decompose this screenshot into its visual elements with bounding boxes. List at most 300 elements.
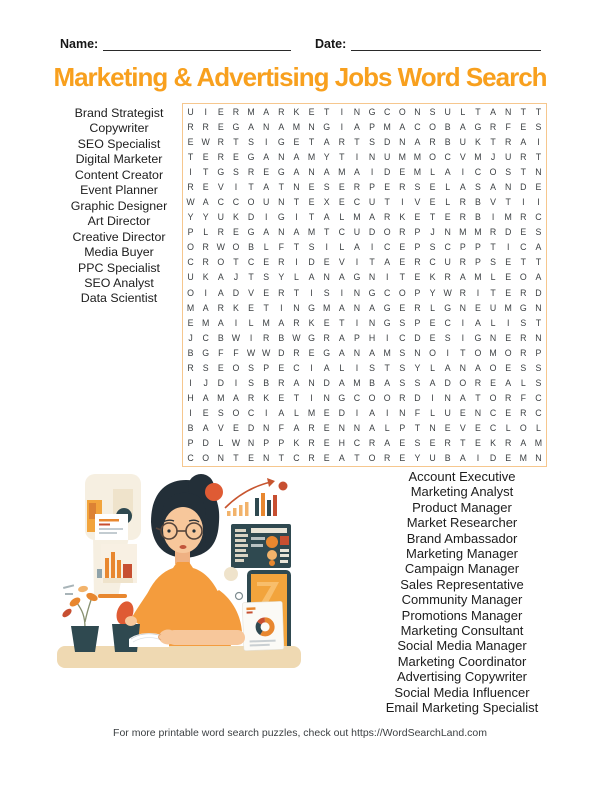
grid-letter: A [459,272,466,283]
grid-letter: N [338,423,345,434]
grid-letter: A [263,106,270,117]
grid-letter: E [202,408,209,419]
word-list-item: Digital Marketer [75,152,163,167]
grid-letter: D [414,332,421,343]
grid-letter: T [263,302,269,313]
grid-letter: I [234,317,238,328]
grid-letter: B [217,332,224,343]
grid-letter: R [247,166,255,177]
grid-letter: R [505,438,512,449]
grid-letter: L [218,438,224,449]
grid-letter: I [537,197,540,208]
grid-letter: C [187,257,194,268]
grid-letter: A [444,362,451,373]
name-blank-line [103,38,291,51]
grid-letter: K [490,438,496,449]
grid-letter: I [370,242,374,253]
grid-letter: S [202,362,209,373]
grid-letter: T [339,151,345,162]
grid-letter: C [384,242,391,253]
grid-letter: S [369,362,375,373]
grid-letter: A [202,393,209,404]
grid-letter: L [263,242,269,253]
grid-letter: M [459,227,467,238]
grid-letter: G [277,166,285,177]
grid-letter: M [474,151,482,162]
grid-letter: R [505,136,512,147]
grid-letter: L [293,408,299,419]
grid-letter: I [340,106,344,117]
grid-letter: D [384,136,391,147]
grid-letter: A [338,347,345,358]
grid-letter: S [490,257,496,268]
grid-letter: T [187,151,194,162]
grid-letter: D [202,438,209,449]
grid-letter: K [429,272,436,283]
grid-letter: R [368,438,376,449]
name-label: Name: [60,37,99,51]
grid-letter: M [323,302,331,313]
grid-letter: O [232,408,240,419]
word-list-item: Media Buyer [84,245,154,260]
grid-letter: I [295,212,298,223]
grid-letter: M [307,151,316,162]
grid-letter: J [430,227,435,238]
grid-letter: N [308,378,315,389]
grid-letter: S [233,166,239,177]
grid-letter: O [519,423,527,434]
grid-letter: N [323,272,330,283]
grid-letter: M [489,347,497,358]
grid-letter: M [292,121,301,132]
grid-letter: G [353,272,361,283]
grid-letter: B [475,212,481,223]
grid-letter: D [323,378,330,389]
grid-letter: M [534,438,543,449]
word-list-item: Art Director [87,214,151,229]
grid-letter: S [399,317,406,328]
grid-letter: R [338,136,345,147]
grid-letter: G [474,332,482,343]
grid-letter: O [519,272,527,283]
grid-letter: T [384,362,390,373]
grid-letter: F [414,408,421,419]
grid-letter: T [535,106,542,117]
grid-letter: A [429,378,436,389]
grid-letter: T [414,423,421,434]
grid-letter: T [520,166,526,177]
grid-letter: A [338,378,345,389]
grid-letter: P [263,438,270,449]
grid-letter: I [340,287,344,298]
grid-letter: E [384,181,391,192]
grid-letter: T [293,393,300,404]
illustration-marketer-at-desk [55,470,317,668]
grid-letter: B [248,242,254,253]
grid-letter: E [414,272,421,283]
grid-letter: S [414,181,421,192]
grid-letter: E [429,332,436,343]
grid-letter: T [308,136,315,147]
grid-letter: M [413,166,422,177]
grid-letter: E [323,438,330,449]
grid-letter: G [474,121,482,132]
grid-letter: K [399,212,406,223]
grid-letter: F [278,242,284,253]
grid-letter: I [204,106,207,117]
grid-letter: P [414,287,421,298]
grid-letter: M [519,453,527,464]
grid-letter: T [520,257,526,268]
grid-letter: O [202,453,210,464]
grid-letter: R [278,287,285,298]
grid-letter: K [293,106,300,117]
grid-letter: T [354,136,360,147]
grid-letter: E [429,438,436,449]
grid-letter: L [430,362,436,373]
grid-letter: M [504,212,512,223]
grid-letter: S [429,242,436,253]
grid-letter: I [446,347,449,358]
grid-letter: A [414,136,421,147]
grid-letter: C [247,257,255,268]
grid-letter: T [460,438,466,449]
grid-letter: D [520,181,527,192]
grid-letter: R [308,453,315,464]
grid-letter: S [399,347,406,358]
grid-letter: S [263,272,270,283]
grid-letter: Y [202,212,209,223]
grid-letter: O [187,242,194,253]
grid-letter: N [414,347,421,358]
grid-letter: R [278,378,285,389]
grid-letter: C [293,362,300,373]
grid-letter: O [398,287,406,298]
grid-letter: E [202,181,209,192]
grid-letter: A [354,166,360,177]
grid-letter: E [308,347,315,358]
grid-letter: C [232,197,240,208]
grid-letter: S [414,378,421,389]
grid-letter: U [505,151,512,162]
grid-letter: G [277,136,285,147]
grid-letter: R [520,151,527,162]
grid-letter: I [431,393,434,404]
grid-letter: M [307,408,316,419]
grid-letter: A [535,272,542,283]
grid-letter: E [505,257,512,268]
grid-letter: D [489,453,497,464]
grid-letter: R [429,136,436,147]
grid-letter: U [444,106,451,117]
grid-letter: S [308,242,315,253]
growth-arrow-graphic [225,478,288,516]
grid-letter: O [459,378,467,389]
grid-letter: S [520,317,527,328]
grid-letter: A [475,362,481,373]
grid-letter: R [459,212,466,223]
grid-letter: D [368,227,376,238]
grid-letter: V [248,287,254,298]
grid-letter: L [520,378,526,389]
grid-letter: B [187,347,194,358]
grid-letter: N [368,151,376,162]
grid-letter: A [384,378,391,389]
grid-letter: I [249,332,253,343]
grid-letter: B [263,378,270,389]
grid-letter: E [490,378,496,389]
grid-letter: P [535,347,542,358]
grid-letter: I [401,197,404,208]
grid-letter: R [399,393,406,404]
grid-letter: R [489,121,497,132]
grid-letter: N [247,438,255,449]
grid-letter: N [293,181,300,192]
grid-letter: P [369,181,375,192]
grid-letter: E [505,362,512,373]
grid-letter: R [187,121,194,132]
grid-letter: E [475,423,481,434]
grid-letter: O [429,347,436,358]
word-list-item: Campaign Manager [404,561,520,577]
grid-letter: I [476,453,480,464]
forearm [159,630,246,646]
grid-letter: I [461,166,465,177]
grid-letter: Y [187,212,194,223]
grid-letter: C [429,257,436,268]
word-list-item: Event Planner [80,183,158,198]
grid-letter: E [459,408,466,419]
grid-letter: N [353,106,361,117]
grid-letter: J [203,378,208,389]
word-list-item: Advertising Copywriter [396,669,528,685]
grid-letter: G [323,347,331,358]
grid-letter: O [474,347,482,358]
grid-letter: C [535,393,542,404]
grid-letter: P [459,242,466,253]
grid-letter: T [490,136,496,147]
grid-letter: T [233,136,239,147]
grid-letter: D [308,257,315,268]
grid-letter: R [202,257,209,268]
grid-letter: M [307,227,316,238]
grid-letter: A [233,393,239,404]
grid-letter: I [355,408,359,419]
grid-letter: A [202,197,209,208]
grid-letter: G [232,121,240,132]
grid-letter: A [490,106,496,117]
grid-letter: I [355,257,359,268]
grid-letter: N [535,453,542,464]
grid-letter: W [216,242,225,253]
grid-letter: M [353,378,361,389]
grid-letter: E [323,423,330,434]
grid-letter: G [323,121,331,132]
grid-letter: N [353,423,361,434]
grid-letter: S [505,166,512,177]
grid-letter: L [445,197,451,208]
grid-letter: R [489,227,497,238]
grid-letter: O [489,166,497,177]
grid-letter: T [490,242,496,253]
grid-letter: M [383,121,391,132]
grid-letter: U [459,136,466,147]
grid-letter: E [414,212,421,223]
grid-letter: L [339,212,345,223]
grid-letter: P [278,438,285,449]
grid-letter: I [491,212,495,223]
grid-letter: T [324,106,330,117]
grid-letter: T [475,393,481,404]
grid-letter: N [217,453,224,464]
grid-letter: L [490,317,496,328]
plant [61,585,99,652]
grid-letter: U [444,257,451,268]
grid-letter: G [383,317,391,328]
grid-letter: U [263,197,270,208]
word-list-item: Promotions Manager [401,607,523,623]
grid-letter: A [323,136,330,147]
grid-letter: I [506,242,510,253]
grid-letter: O [429,151,436,162]
grid-letter: R [444,438,451,449]
grid-letter: E [429,181,436,192]
grid-letter: A [293,151,300,162]
grid-letter: R [399,181,406,192]
grid-letter: M [217,393,225,404]
grid-letter: N [505,106,512,117]
grid-letter: E [444,212,451,223]
word-list-item: Sales Representative [400,576,524,592]
grid-letter: T [293,242,300,253]
grid-letter: T [505,197,511,208]
word-list-item: Account Executive [408,469,516,484]
word-list-item: SEO Specialist [77,136,161,151]
word-list-item: Data Scientist [80,291,158,306]
grid-letter: L [505,423,511,434]
grid-letter: C [217,197,224,208]
grid-letter: E [323,408,330,419]
grid-letter: T [399,272,405,283]
grid-letter: M [398,151,406,162]
grid-letter: R [293,347,300,358]
grid-letter: S [399,378,406,389]
grid-letter: E [263,287,270,298]
grid-letter: B [444,136,451,147]
grid-letter: A [263,227,270,238]
grid-letter: I [310,287,313,298]
grid-letter: E [399,438,406,449]
grid-letter: E [505,332,512,343]
grid-letter: N [368,272,376,283]
grid-letter: E [399,257,406,268]
grid-letter: R [520,332,527,343]
grid-letter: A [293,166,300,177]
grid-letter: M [338,166,346,177]
grid-letter: T [535,257,542,268]
grid-letter: N [535,166,542,177]
grid-letter: R [293,317,300,328]
grid-letter: I [506,317,510,328]
grid-letter: T [475,106,481,117]
grid-letter: E [444,423,451,434]
grid-letter: N [323,393,330,404]
grid-letter: T [248,181,254,192]
grid-letter: T [429,212,436,223]
grid-letter: L [430,166,436,177]
grid-letter: C [444,242,451,253]
grid-letter: U [187,272,194,283]
grid-letter: P [475,242,481,253]
grid-letter: I [385,332,389,343]
grid-letter: A [505,378,512,389]
grid-letter: E [248,302,254,313]
grid-letter: D [505,227,512,238]
grid-letter: A [459,393,466,404]
grid-letter: S [535,121,542,132]
grid-letter: S [535,378,542,389]
grid-letter: U [429,453,436,464]
grid-letter: A [217,287,224,298]
grid-letter: R [187,181,194,192]
grid-letter: N [278,151,285,162]
grid-letter: G [383,302,391,313]
grid-letter: S [399,362,406,373]
grid-letter: R [384,453,391,464]
grid-letter: N [293,302,300,313]
grid-letter: P [414,317,421,328]
grid-letter: R [278,106,285,117]
grid-letter: E [520,227,527,238]
date-blank-line [351,38,541,51]
date-label: Date: [315,37,347,51]
grid-letter: E [399,453,406,464]
grid-letter: V [459,151,466,162]
grid-letter: K [233,212,239,223]
grid-letter: S [475,181,481,192]
grid-letter: J [188,332,193,343]
grid-letter: O [383,227,391,238]
grid-letter: I [189,166,192,177]
grid-letter: R [520,212,527,223]
grid-letter: W [443,287,452,298]
grid-letter: E [293,136,300,147]
grid-letter: A [202,423,209,434]
grid-letter: A [354,242,360,253]
grid-letter: G [217,166,225,177]
grid-letter: A [338,453,345,464]
word-list-item: Marketing Coordinator [397,653,527,669]
grid-letter: E [217,106,224,117]
grid-letter: O [398,106,406,117]
grid-letter: V [414,197,421,208]
grid-letter: F [233,347,239,358]
grid-letter: R [202,121,209,132]
grid-letter: A [399,121,406,132]
grid-letter: B [369,378,375,389]
grid-letter: N [353,287,361,298]
grid-letter: A [263,151,270,162]
grid-letter: T [490,287,496,298]
grid-letter: B [444,453,451,464]
grid-letter: Y [278,272,285,283]
grid-letter: I [355,151,359,162]
grid-letter: P [475,257,481,268]
grid-letter: N [278,227,285,238]
word-list-item: Brand Strategist [74,106,164,120]
grid-letter: E [187,136,194,147]
grid-letter: C [535,212,542,223]
